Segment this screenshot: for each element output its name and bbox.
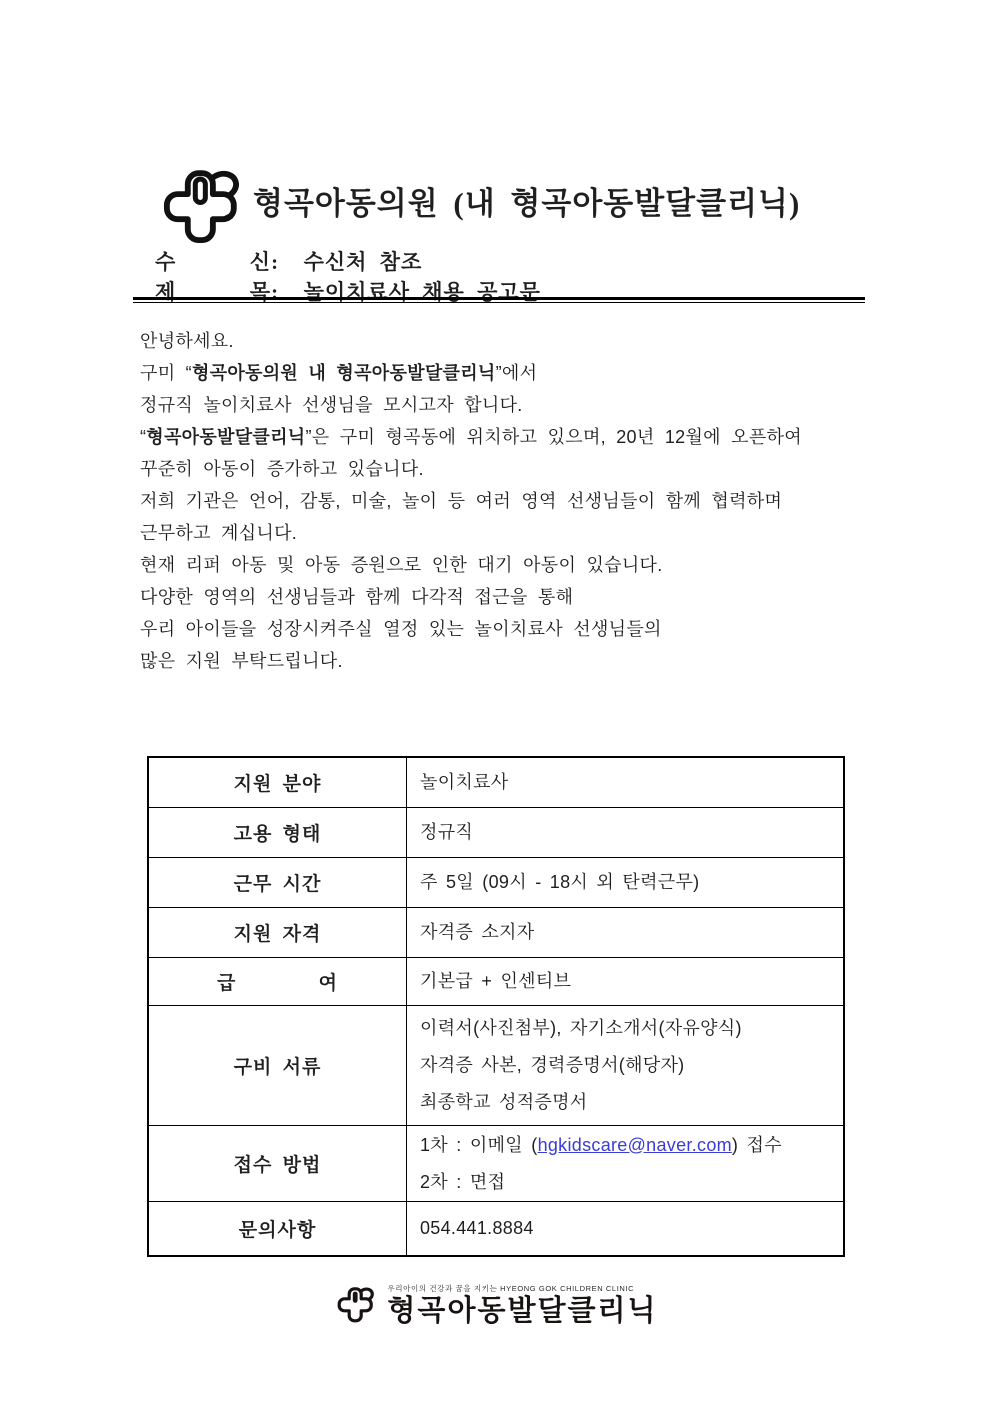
body-line: 안녕하세요.: [140, 331, 234, 351]
subject-label: 제 목:: [155, 280, 280, 304]
clover-cross-icon: [334, 1281, 378, 1327]
body-line: 현재 리퍼 아동 및 아동 증원으로 인한 대기 아동이 있습니다.: [140, 555, 663, 575]
body-line: “형곡아동발달클리닉”은 구미 형곡동에 위치하고 있으며, 20년 12월에 오픈하여: [140, 427, 802, 447]
phone-number: 054.441.8884: [420, 1218, 534, 1238]
row-value: 자격증 소지자: [420, 922, 535, 942]
paragraph-apply-request: [140, 581, 860, 677]
row-value-line: 이력서(사진첨부), 자기소개서(자유양식): [420, 1018, 742, 1038]
job-details-table: [147, 756, 845, 1257]
header-divider: [133, 297, 865, 303]
recipient-label: 수 신:: [155, 250, 280, 274]
body-line: 구미 “형곡아동의원 내 형곡아동발달클리닉”에서: [140, 363, 538, 383]
row-label: 근무 시간: [149, 858, 407, 907]
row-value-line: 2차 : 면접: [420, 1171, 506, 1192]
row-label: 구비 서류: [149, 1006, 407, 1125]
footer-logo: [0, 1281, 992, 1327]
body-line: 다양한 영역의 선생님들과 함께 다각적 접근을 통해: [140, 587, 574, 607]
row-value-line: 최종학교 성적증명서: [420, 1092, 588, 1112]
row-label: 지원 분야: [149, 758, 407, 807]
paragraph-greeting: [140, 325, 860, 421]
table-row-employment-type: [149, 807, 843, 857]
footer-clinic-name: 형곡아동발달클리닉: [387, 1294, 658, 1327]
row-label: 지원 자격: [149, 908, 407, 957]
subject-value: 놀이치료사 채용 공고문: [279, 280, 541, 304]
table-row-work-hours: [149, 857, 843, 907]
table-row-qualification: [149, 907, 843, 957]
row-label: 접수 방법: [149, 1126, 407, 1201]
paragraph-clinic-intro: [140, 421, 860, 549]
row-value: 정규직: [420, 822, 474, 842]
apply-step1-suffix: ) 접수: [731, 1134, 782, 1155]
body-line: 꾸준히 아동이 증가하고 있습니다.: [140, 459, 424, 479]
table-row-contact: [149, 1201, 843, 1255]
row-value: 주 5일 (09시 - 18시 외 탄력근무): [420, 872, 700, 892]
email-link[interactable]: hgkidscare@naver.com: [537, 1134, 732, 1155]
body-line: 근무하고 계십니다.: [140, 523, 298, 543]
clinic-logo-icon: [156, 164, 248, 246]
paragraph-waiting-children: [140, 549, 860, 581]
body-line: 많은 지원 부탁드립니다.: [140, 651, 343, 671]
body-line: 정규직 놀이치료사 선생님을 모시고자 합니다.: [140, 395, 523, 415]
row-value: 기본급 + 인센티브: [420, 971, 572, 991]
row-value: 놀이치료사: [420, 772, 509, 792]
recipient-line: [155, 246, 422, 276]
body-line: 저희 기관은 언어, 감통, 미술, 놀이 등 여러 영역 선생님들이 함께 협력하며: [140, 491, 783, 511]
apply-step1-prefix: 1차 : 이메일 (: [420, 1134, 538, 1155]
row-label: 문의사항: [149, 1202, 407, 1255]
table-row-required-documents: [149, 1005, 843, 1125]
recipient-value: 수신처 참조: [279, 250, 423, 274]
row-value-line: [420, 1127, 843, 1164]
row-label: 고용 형태: [149, 808, 407, 857]
row-value-line: 자격증 사본, 경력증명서(해당자): [420, 1055, 685, 1075]
table-row-application-method: [149, 1125, 843, 1201]
body-text: [140, 325, 860, 677]
body-line: 우리 아이들을 성장시켜주실 열정 있는 놀이치료사 선생님들의: [140, 619, 662, 639]
table-row-salary: [149, 957, 843, 1005]
page-title: 형곡아동의원 (내 형곡아동발달클리닉): [253, 186, 801, 221]
row-label: 급 여: [149, 958, 407, 1005]
footer-tagline: 우리아이의 건강과 꿈을 지키는 HYEONG GOK CHILDREN CLINIC: [387, 1283, 635, 1293]
table-row-position: [149, 758, 843, 807]
